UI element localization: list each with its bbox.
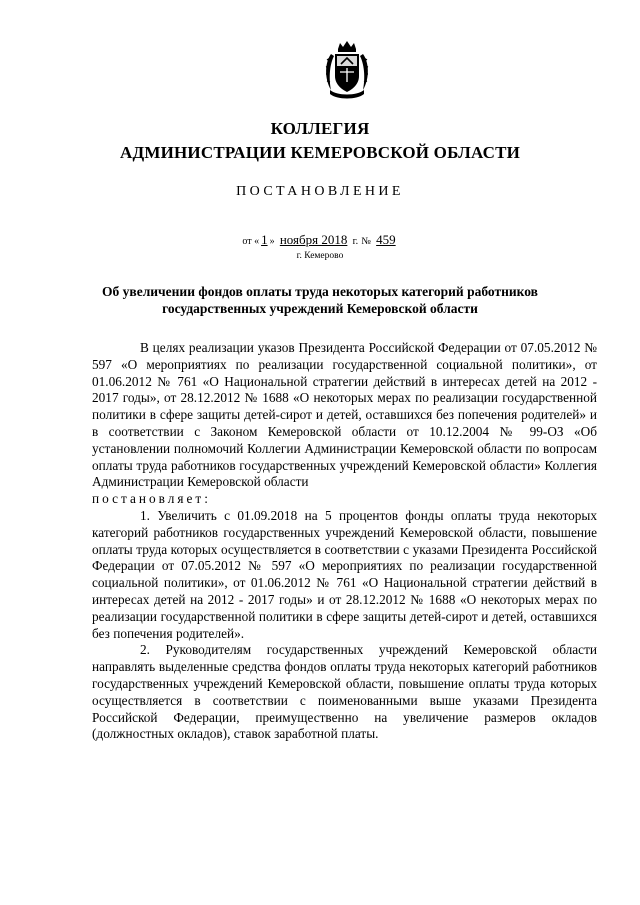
resolution-word: постановляет: <box>92 491 211 507</box>
date-day: 1 <box>261 232 268 247</box>
org-name-line2: АДМИНИСТРАЦИИ КЕМЕРОВСКОЙ ОБЛАСТИ <box>119 143 521 162</box>
document-title <box>100 283 540 317</box>
document-number: 459 <box>376 232 396 247</box>
preamble-paragraph: В целях реализации указов Президента Российской Федерации от 07.05.2012 № 597 «О мероприятиях по реализации государственной социальной политики», от 01.06.2012 № 761 «О Национальной стратегии действий в интересах детей на 2012 - 2017 годы», от 28.12.2012 № 1688 «О некоторых мерах по реализации государственной политики в сфере защиты детей-сирот и детей, оставшихся без попечения родителей» и в соответствии с Законом Кемеровской области от 10.12.2004 № 99-ОЗ «Об установлении полномочий Коллегии Администрации Кемеровской области по вопросам оплаты труда работников государственных учреждений Кемеровской области» Коллегия Администрации Кемеровской области <box>92 340 597 490</box>
date-year-suffix: г. <box>352 236 359 247</box>
title-line2: государственных учреждений Кемеровской области <box>162 301 478 316</box>
item-1-paragraph: 1. Увеличить с 01.09.2018 на 5 процентов фонды оплаты труда некоторых категорий работников государственных учреждений Кемеровской области, повышение оплаты труда которых осуществляется в соответствии с указами Президента Российской Федерации от 07.05.2012 № 597 «О мероприятиях по реализации государственной социальной политики», от 01.06.2012 № 761 «О Национальной стратегии действий в интересах детей на 2012 - 2017 годы» и от 28.12.2012 № 1688 «О некоторых мерах по реализации государственной политики в сфере защиты детей-сирот и детей, оставшихся без попечения родителей». <box>92 507 597 641</box>
city-label: г. Кемерово <box>296 251 344 261</box>
item-2-paragraph: 2. Руководителям государственных учреждений Кемеровской области направлять выделенные средства фондов оплаты труда некоторых категорий работников государственных учреждений Кемеровской области, повышение оплаты труда которых осуществляется в соответствии с поименованными выше указами Президента Российской Федерации, преимущественно на увеличение размеров окладов (должностных окладов), ставок заработной платы. <box>92 642 597 742</box>
date-month-year: ноября 2018 <box>279 232 348 247</box>
date-prefix: от « <box>242 236 260 247</box>
date-mid: » <box>269 236 275 247</box>
title-line1: Об увеличении фондов оплаты труда некоторых категорий работников <box>102 284 538 299</box>
document-body <box>92 340 597 743</box>
coat-of-arms-emblem <box>321 40 373 102</box>
org-name-line1: КОЛЛЕГИЯ <box>270 119 370 138</box>
document-type: ПОСТАНОВЛЕНИЕ <box>236 184 404 199</box>
number-prefix: № <box>361 236 371 247</box>
date-line <box>0 232 640 248</box>
resolution-word-line <box>92 491 597 508</box>
